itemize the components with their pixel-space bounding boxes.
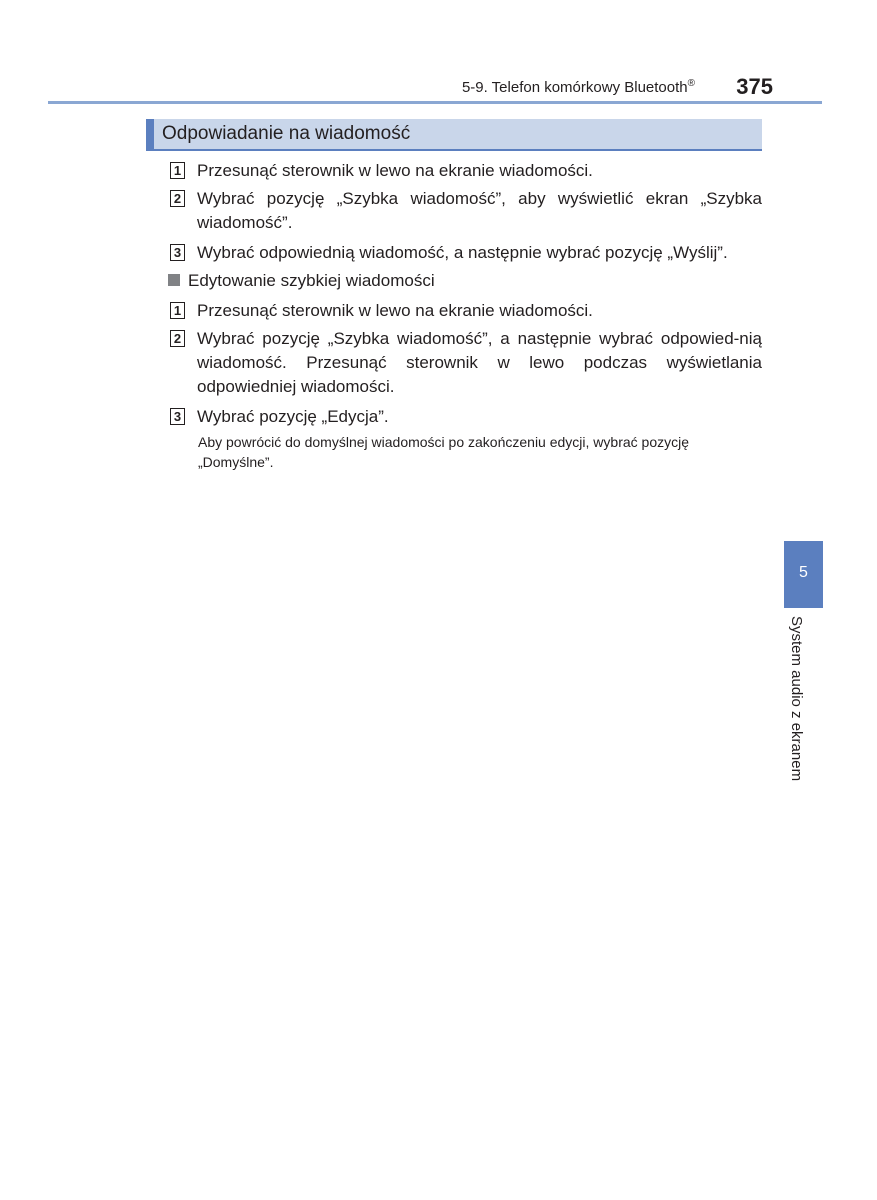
step-number-box: 3 [170,408,185,425]
step-2 [170,187,762,235]
step-text: Wybrać pozycję „Szybka wiadomość”, a następnie wybrać odpowied-nią wiadomość. Przesunąć sterownik w lewo podczas wyświetlania odpowiedniej wiadomości. [197,329,762,396]
subsection-title: Edytowanie szybkiej wiadomości [188,271,435,290]
sub-step-2 [170,327,762,399]
sub-step-1 [170,299,762,323]
step-text: Wybrać pozycję „Edycja”. [197,407,389,426]
section-title: Odpowiadanie na wiadomość [162,123,411,144]
step-text: Przesunąć sterownik w lewo na ekranie wiadomości. [197,161,593,180]
header-title: 5-9. Telefon komórkowy Bluetooth [461,79,688,96]
header-rule [48,101,822,104]
square-bullet-icon [168,274,180,286]
subsection-heading [168,269,435,293]
registered-mark: ® [687,78,695,89]
note-text: Aby powrócić do domyślnej wiadomości po zakończeniu edycji, wybrać pozycję „Domyślne”. [198,434,690,470]
section-accent-bar [146,119,154,149]
step-number-box: 3 [170,244,185,261]
page-number: 375 [736,74,773,99]
step-3 [170,241,762,265]
chapter-tab: 5 [784,541,823,608]
chapter-side-label: System audio z ekranem [788,616,805,782]
step-number-box: 2 [170,190,185,207]
running-header [462,78,695,96]
step-number-box: 2 [170,330,185,347]
section-heading [146,119,762,151]
step-text: Przesunąć sterownik w lewo na ekranie wiadomości. [197,301,593,320]
step-text: Wybrać odpowiednią wiadomość, a następnie wybrać pozycję „Wyślij”. [197,243,728,262]
step-number-box: 1 [170,162,185,179]
step-number-box: 1 [170,302,185,319]
sub-step-3 [170,405,762,429]
step-text: Wybrać pozycję „Szybka wiadomość”, aby wyświetlić ekran „Szybka wiadomość”. [197,189,762,232]
step-1 [170,159,762,183]
